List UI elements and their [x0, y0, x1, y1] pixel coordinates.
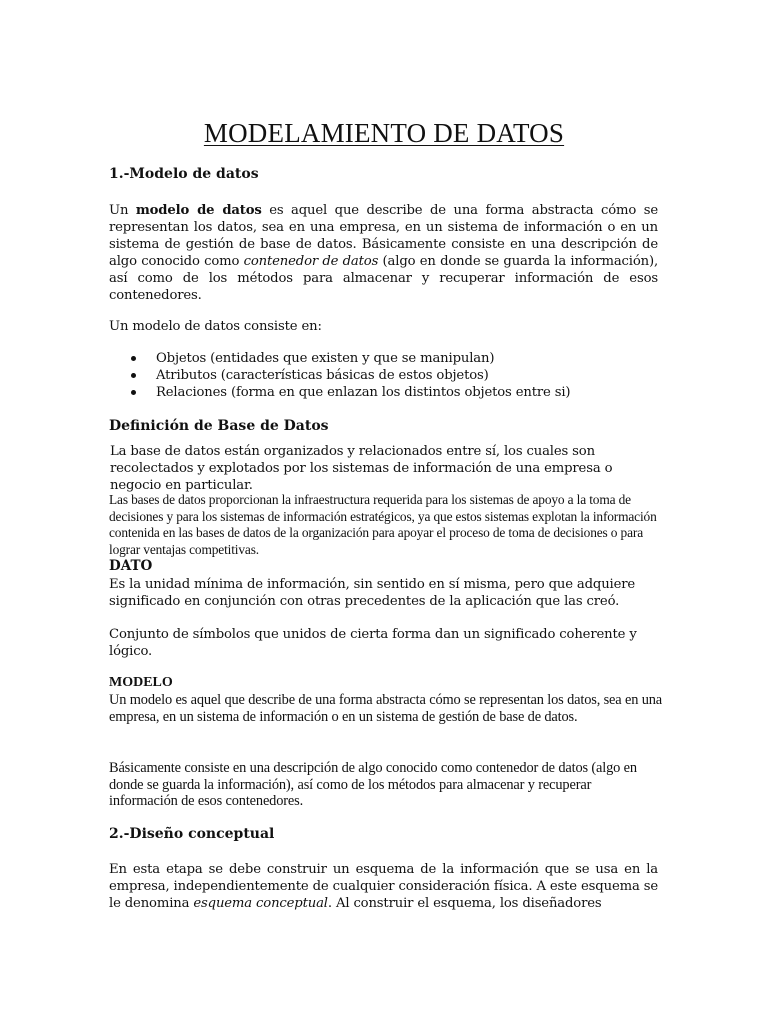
bullet-icon: [131, 373, 136, 378]
dato-heading: DATO: [109, 558, 153, 574]
modelo-paragraph-1: Un modelo es aquel que describe de una forma abstracta cómo se representan los datos, sea en una empresa, en un sistema de información o en un sistema de gestión de base de datos.: [109, 692, 663, 725]
list-item: [109, 367, 658, 384]
section-1-paragraph: [109, 202, 658, 304]
list-item-text: Atributos (características básicas de estos objetos): [156, 368, 489, 383]
list-item: [109, 384, 658, 401]
text-run: es aquel que describe de una forma abstracta cómo se representan los datos, sea en una empresa, en un sistema de información o en un sistema de gestión de base de datos. Básicamente consiste en una descripción de algo conocido como: [109, 203, 659, 269]
text-run: Un: [109, 203, 136, 218]
dato-paragraph-2: Conjunto de símbolos que unidos de cierta forma dan un significado coherente y lógico.: [109, 627, 637, 659]
list-item-text: Relaciones (forma en que enlazan los distintos objetos entre si): [156, 385, 571, 400]
text-run: (algo en donde se guarda la información), así como de los métodos para almacenar y recuperar información de esos contenedores.: [109, 254, 659, 303]
list-item-text: Objetos (entidades que existen y que se manipulan): [156, 351, 495, 366]
italic-term: esquema conceptual: [193, 896, 328, 911]
section-1-list-intro: Un modelo de datos consiste en:: [109, 319, 322, 334]
modelo-paragraph-2: Básicamente consiste en una descripción de algo conocido como contenedor de datos (algo en donde se guarda la información), así como de los métodos para almacenar y recuperar información de esos contenedores.: [109, 760, 637, 810]
text-run: En esta etapa se debe construir un esquema de la información que se usa en la empresa, independientemente de cualquier consideración física. A este esquema se le denomina: [109, 862, 658, 911]
section-2-heading: 2.-Diseño conceptual: [109, 826, 275, 842]
bold-term: modelo de datos: [135, 203, 262, 218]
definicion-paragraph-2: Las bases de datos proporcionan la infraestructura requerida para los sistemas de apoyo a la toma de decisiones y para los sistemas de información estratégicos, ya que estos sistemas explotan la información contenida en las bases de datos de la organización para apoyar el proceso de toma de decisiones o para lograr ventajas competitivas.: [109, 492, 657, 557]
italic-term: contenedor de datos: [243, 254, 379, 269]
text-run: . Al construir el esquema, los diseñadores: [327, 896, 602, 911]
section-2-paragraph: [109, 861, 658, 912]
document-title: MODELAMIENTO DE DATOS: [203, 118, 565, 148]
bullet-list: [109, 350, 658, 401]
bullet-icon: [131, 390, 136, 395]
section-1-heading: 1.-Modelo de datos: [109, 166, 259, 182]
list-item: [109, 350, 658, 367]
definicion-heading: Definición de Base de Datos: [109, 418, 329, 434]
modelo-heading: MODELO: [109, 675, 173, 690]
definicion-paragraph-1: La base de datos están organizados y relacionados entre sí, los cuales son recolectados y explotados por los sistemas de información de una empresa o negocio en particular.: [110, 444, 613, 493]
bullet-icon: [131, 356, 136, 361]
dato-paragraph-1: Es la unidad mínima de información, sin sentido en sí misma, pero que adquiere significado en conjunción con otras precedentes de la aplicación que las creó.: [109, 577, 636, 609]
